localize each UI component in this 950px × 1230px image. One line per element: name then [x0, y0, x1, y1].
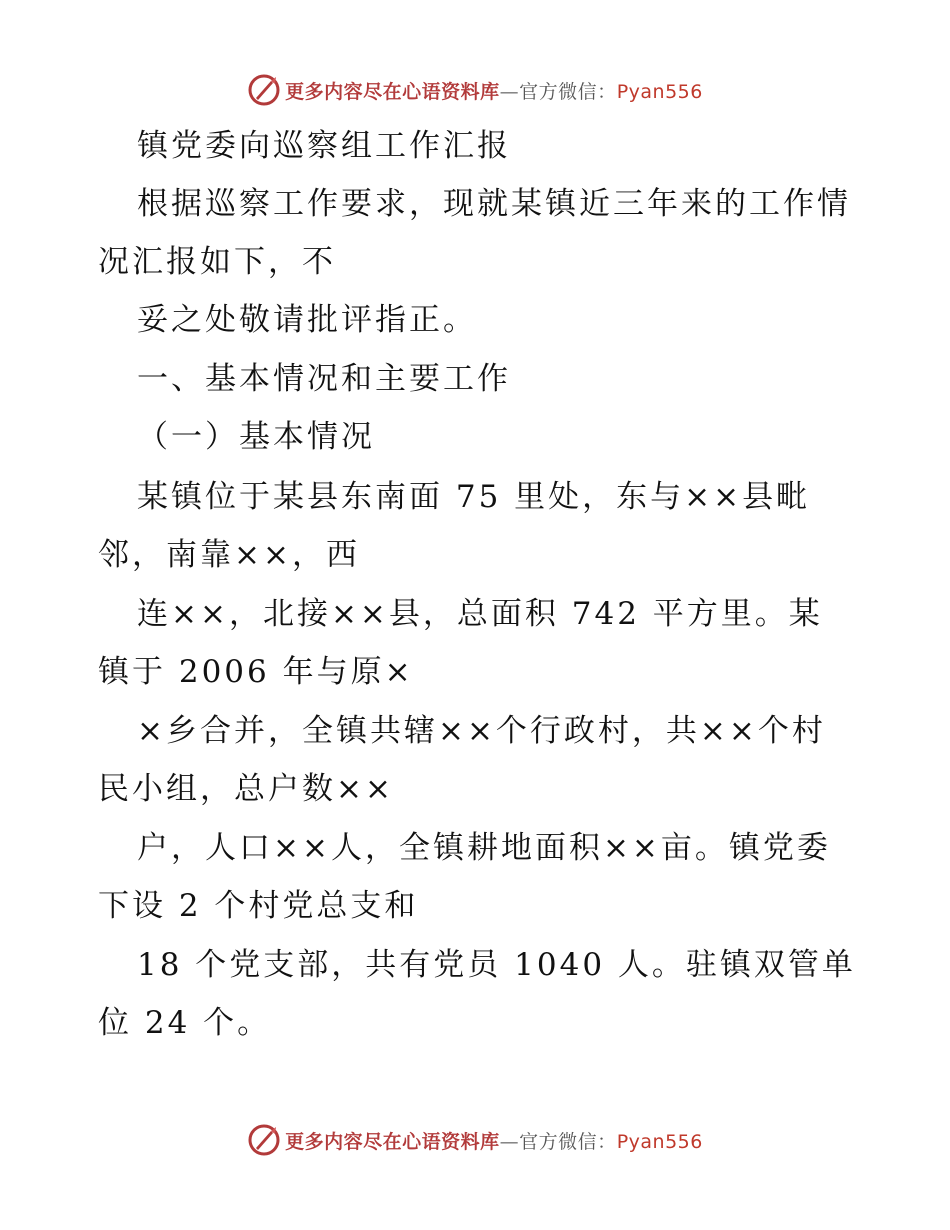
- paragraph-line: ×乡合并，全镇共辖××个行政村，共××个村: [137, 713, 826, 749]
- watermark-text: 更多内容尽在心语资料库—官方微信：Pyan556: [285, 1130, 703, 1153]
- paragraph-line: 镇于 2006 年与原×: [98, 654, 414, 690]
- paragraph-line: 下设 2 个村党总支和: [98, 888, 419, 924]
- paragraph-line: 民小组，总户数××: [98, 771, 394, 807]
- paragraph-line: 位 24 个。: [98, 1005, 272, 1041]
- paragraph-line: 连××，北接××县，总面积 742 平方里。某: [137, 596, 823, 632]
- paragraph-line: 18 个党支部，共有党员 1040 人。驻镇双管单: [137, 947, 856, 983]
- paragraph-line: 户，人口××人，全镇耕地面积××亩。镇党委: [137, 830, 831, 866]
- watermark-text: 更多内容尽在心语资料库—官方微信：Pyan556: [285, 80, 703, 103]
- watermark-banner-bottom: [0, 1120, 950, 1160]
- paragraph-line: 况汇报如下，不: [98, 244, 336, 280]
- paragraph-line: 根据巡察工作要求，现就某镇近三年来的工作情: [137, 186, 851, 222]
- paragraph-line: 妥之处敬请批评指正。: [137, 302, 477, 338]
- subsection-heading: （一）基本情况: [137, 419, 375, 455]
- section-heading: 一、基本情况和主要工作: [137, 361, 511, 397]
- quill-logo-icon: [247, 73, 281, 107]
- paragraph-line: 某镇位于某县东南面 75 里处，东与××县毗: [137, 479, 811, 515]
- document-title: 镇党委向巡察组工作汇报: [137, 128, 511, 164]
- quill-logo-icon: [247, 1123, 281, 1157]
- paragraph-line: 邻，南靠××，西: [98, 537, 360, 573]
- watermark-banner-top: [0, 70, 950, 110]
